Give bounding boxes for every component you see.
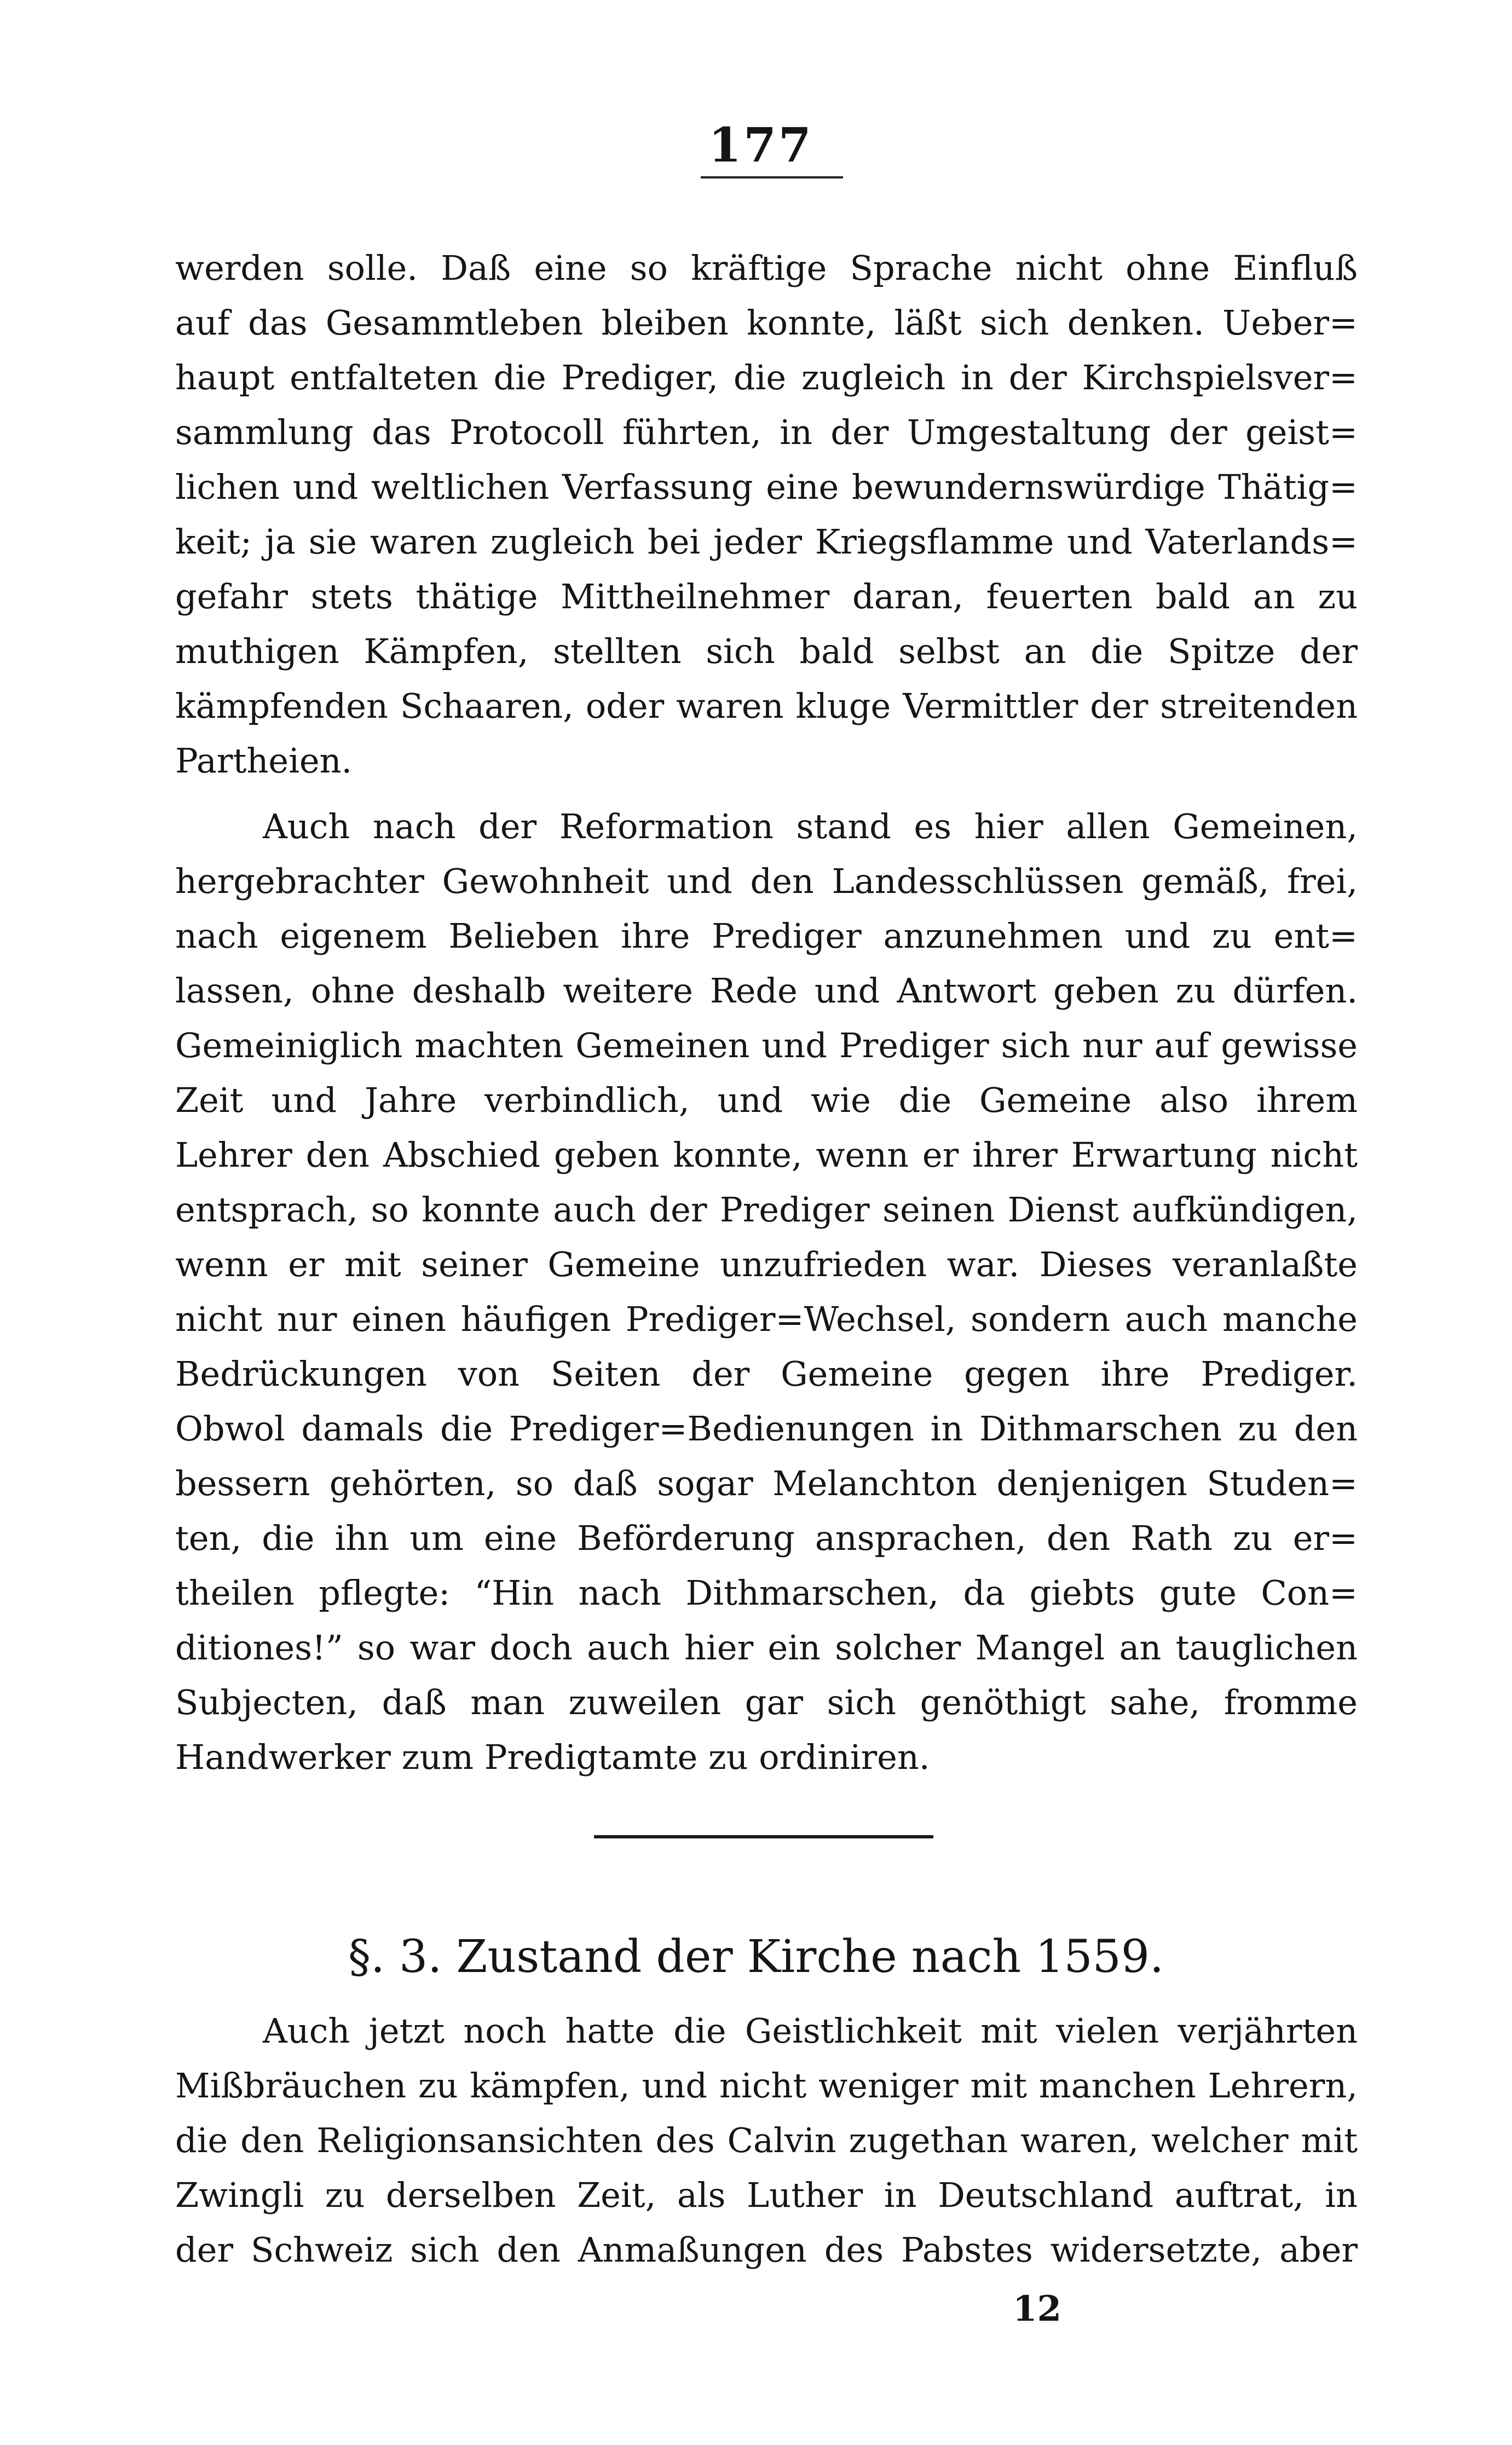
text-line: Zeit und Jahre verbindlich, und wie die Gemeine also ihrem <box>175 1080 1358 1120</box>
text-line: Gemeiniglich machten Gemeinen und Prediger sich nur auf gewisse <box>175 1025 1358 1065</box>
text-line: Auch nach der Reformation stand es hier allen Gemeinen, <box>263 806 1358 846</box>
text-line: hergebrachter Gewohnheit und den Landesschlüssen gemäß, frei, <box>175 861 1358 901</box>
text-line: Lehrer den Abschied geben konnte, wenn er ihrer Erwartung nicht <box>175 1135 1358 1175</box>
section-divider <box>594 1835 933 1838</box>
text-line: haupt entfalteten die Prediger, die zugleich in der Kirchspielsver= <box>175 357 1358 397</box>
section-heading: §. 3. Zustand der Kirche nach 1559. <box>348 1931 1164 1983</box>
signature-mark: 12 <box>1013 2288 1062 2329</box>
text-line: muthigen Kämpfen, stellten sich bald selbst an die Spitze der <box>175 631 1358 671</box>
text-line: die den Religionsansichten des Calvin zugethan waren, welcher mit <box>175 2120 1358 2160</box>
text-line: ditiones!” so war doch auch hier ein solcher Mangel an tauglichen <box>175 1628 1358 1668</box>
text-line: wenn er mit seiner Gemeine unzufrieden war. Dieses veranlaßte <box>175 1244 1358 1284</box>
text-line: theilen pflegte: “Hin nach Dithmarschen, da giebts gute Con= <box>175 1573 1358 1613</box>
page-number: 177 <box>708 118 813 173</box>
text-line: entsprach, so konnte auch der Prediger seinen Dienst aufkündigen, <box>175 1190 1358 1230</box>
text-line: Handwerker zum Predigtamte zu ordiniren. <box>175 1737 930 1777</box>
paragraph-2 <box>175 799 1358 1785</box>
text-line: keit; ja sie waren zugleich bei jeder Kriegsflamme und Vaterlands= <box>175 522 1358 562</box>
text-line: Subjecten, daß man zuweilen gar sich genöthigt sahe, fromme <box>175 1682 1358 1722</box>
text-line: bessern gehörten, so daß sogar Melanchton denjenigen Studen= <box>175 1463 1358 1503</box>
text-line: lassen, ohne deshalb weitere Rede und Antwort geben zu dürfen. <box>175 971 1358 1011</box>
text-line: werden solle. Daß eine so kräftige Sprache nicht ohne Einfluß <box>175 248 1358 288</box>
text-line: gefahr stets thätige Mittheilnehmer daran, feuerten bald an zu <box>175 576 1358 616</box>
text-line: sammlung das Protocoll führten, in der Umgestaltung der geist= <box>175 412 1358 452</box>
text-line: Obwol damals die Prediger=Bedienungen in Dithmarschen zu den <box>175 1409 1358 1449</box>
text-line: lichen und weltlichen Verfassung eine bewundernswürdige Thätig= <box>175 467 1358 507</box>
text-line: ten, die ihn um eine Beförderung ansprachen, den Rath zu er= <box>175 1518 1358 1558</box>
text-line: Partheien. <box>175 741 353 781</box>
text-line: auf das Gesammtleben bleiben konnte, läßt sich denken. Ueber= <box>175 303 1358 343</box>
text-line: Zwingli zu derselben Zeit, als Luther in Deutschland auftrat, in <box>175 2175 1358 2215</box>
text-line: der Schweiz sich den Anmaßungen des Pabstes widersetzte, aber <box>175 2230 1358 2270</box>
text-line: kämpfenden Schaaren, oder waren kluge Vermittler der streitenden <box>175 686 1358 726</box>
text-line: nicht nur einen häufigen Prediger=Wechsel, sondern auch manche <box>175 1299 1358 1339</box>
page-number-underline <box>701 176 843 178</box>
text-line: Bedrückungen von Seiten der Gemeine gegen ihre Prediger. <box>175 1354 1358 1394</box>
text-line: nach eigenem Belieben ihre Prediger anzunehmen und zu ent= <box>175 916 1358 956</box>
paragraph-3 <box>175 2004 1358 2277</box>
paragraph-1 <box>175 241 1358 788</box>
text-line: Auch jetzt noch hatte die Geistlichkeit mit vielen verjährten <box>263 2011 1358 2051</box>
text-line: Mißbräuchen zu kämpfen, und nicht weniger mit manchen Lehrern, <box>175 2066 1358 2106</box>
